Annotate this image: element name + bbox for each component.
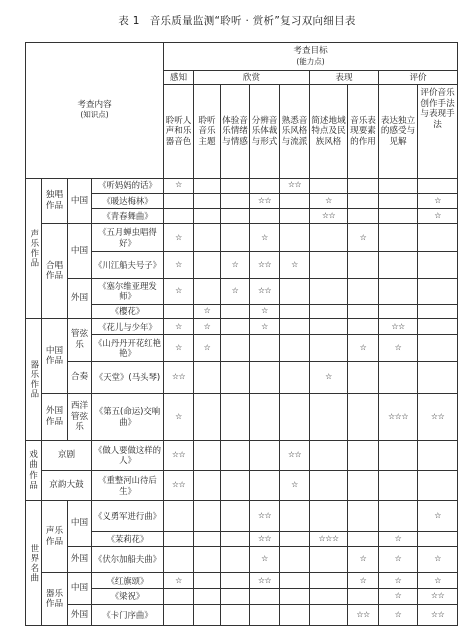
mark-cell — [194, 394, 221, 441]
mark-cell: ☆☆ — [164, 440, 194, 470]
mark-cell — [379, 193, 418, 208]
mark-cell: ☆ — [418, 193, 458, 208]
mark-cell: ☆ — [418, 501, 458, 531]
mark-cell — [418, 278, 458, 304]
col-header-region: 简述地域特点及民族风格 — [310, 85, 348, 178]
col-header-genre: 分辨音乐体裁与形式 — [250, 85, 280, 178]
mark-cell — [348, 319, 379, 335]
region-cell: 外国 — [68, 604, 92, 625]
work-title: 《川江船夫号子》 — [92, 252, 164, 278]
mark-cell: ☆ — [194, 319, 221, 335]
mark-cell — [280, 573, 310, 589]
mark-cell — [310, 278, 348, 304]
work-title: 《花儿与少年》 — [92, 319, 164, 335]
target-sub-label: (能力点) — [296, 56, 325, 66]
mark-cell — [164, 589, 194, 604]
mark-cell — [221, 178, 250, 193]
mark-cell — [348, 531, 379, 546]
mark-cell — [348, 193, 379, 208]
mark-cell — [379, 278, 418, 304]
mark-cell: ☆ — [221, 252, 250, 278]
mark-cell: ☆ — [418, 208, 458, 223]
mark-cell: ☆ — [194, 335, 221, 361]
mark-cell — [280, 361, 310, 393]
col-header-views: 表达独立的感受与见解 — [379, 85, 418, 178]
mark-cell: ☆ — [194, 305, 221, 319]
group-appreciation: 欣赏 — [194, 71, 310, 85]
mark-cell — [348, 305, 379, 319]
work-title: 《暖达梅林》 — [92, 193, 164, 208]
region-cell: 西洋管弦乐 — [68, 394, 92, 441]
mark-cell: ☆ — [418, 546, 458, 572]
mark-cell — [379, 252, 418, 278]
mark-cell — [310, 305, 348, 319]
mark-cell — [310, 335, 348, 361]
mark-cell: ☆ — [348, 335, 379, 361]
mark-cell — [348, 394, 379, 441]
mark-cell — [310, 604, 348, 625]
mark-cell — [164, 531, 194, 546]
region-cell: 管弦乐 — [68, 319, 92, 362]
mark-cell — [310, 573, 348, 589]
mark-cell: ☆ — [348, 573, 379, 589]
mark-cell — [194, 361, 221, 393]
region-cell: 外国 — [68, 278, 92, 318]
mark-cell — [250, 471, 280, 501]
mark-cell — [310, 546, 348, 572]
mark-cell — [194, 589, 221, 604]
col-header-elements: 音乐表现要素的作用 — [348, 85, 379, 178]
subcategory-cell: 外国作品 — [42, 394, 68, 441]
table-caption: 音乐质量监测“聆听 · 赏析”复习双向细目表 — [149, 15, 356, 27]
mark-cell: ☆ — [418, 573, 458, 589]
group-perception: 感知 — [164, 71, 194, 85]
work-title: 《第五(命运)交响曲》 — [92, 394, 164, 441]
mark-cell — [221, 501, 250, 531]
mark-cell — [348, 471, 379, 501]
mark-cell — [280, 604, 310, 625]
mark-cell — [280, 305, 310, 319]
mark-cell — [280, 501, 310, 531]
mark-cell — [194, 178, 221, 193]
mark-cell — [280, 278, 310, 304]
mark-cell — [379, 440, 418, 470]
work-title: 《伏尔加船夫曲》 — [92, 546, 164, 572]
mark-cell — [194, 531, 221, 546]
mark-cell — [221, 471, 250, 501]
mark-cell: ☆ — [164, 319, 194, 335]
mark-cell — [194, 573, 221, 589]
work-title: 《五月蝉虫唱得好》 — [92, 224, 164, 252]
group-evaluation: 评价 — [379, 71, 458, 85]
work-title: 《青春舞曲》 — [92, 208, 164, 223]
mark-cell — [310, 471, 348, 501]
work-title: 《重整河山待后生》 — [92, 471, 164, 501]
col-header-techniques: 评价音乐创作手法与表现手法 — [418, 85, 458, 178]
mark-cell — [310, 440, 348, 470]
mark-cell — [310, 501, 348, 531]
mark-cell: ☆☆ — [418, 394, 458, 441]
mark-cell — [348, 278, 379, 304]
group-expression: 表现 — [310, 71, 379, 85]
subcategory-cell: 中国作品 — [42, 319, 68, 394]
mark-cell — [194, 440, 221, 470]
mark-cell — [221, 440, 250, 470]
mark-cell — [379, 361, 418, 393]
mark-cell — [310, 178, 348, 193]
subcategory-cell: 合唱作品 — [42, 224, 68, 319]
category-cell: 世界名曲 — [26, 501, 42, 626]
mark-cell — [310, 252, 348, 278]
target-header — [164, 43, 458, 71]
mark-cell — [310, 319, 348, 335]
content-label: 考查内容 — [77, 99, 112, 110]
mark-cell: ☆ — [280, 471, 310, 501]
mark-cell: ☆ — [164, 573, 194, 589]
target-label: 考查目标 — [293, 46, 328, 57]
mark-cell — [194, 471, 221, 501]
mark-cell — [221, 531, 250, 546]
col-header-timbre: 聆听人声和乐器音色 — [164, 85, 194, 178]
mark-cell — [194, 252, 221, 278]
mark-cell — [194, 224, 221, 252]
mark-cell — [348, 501, 379, 531]
mark-cell: ☆☆ — [418, 589, 458, 604]
mark-cell — [164, 501, 194, 531]
mark-cell: ☆☆ — [250, 531, 280, 546]
mark-cell: ☆ — [250, 319, 280, 335]
content-header — [26, 43, 164, 179]
mark-cell — [164, 208, 194, 223]
category-cell: 戏曲作品 — [26, 440, 42, 501]
mark-cell: ☆☆ — [164, 471, 194, 501]
mark-cell — [348, 208, 379, 223]
category-cell: 声乐作品 — [26, 178, 42, 319]
subcategory-cell: 京剧 — [42, 440, 92, 470]
mark-cell — [221, 193, 250, 208]
work-title: 《樱花》 — [92, 305, 164, 319]
mark-cell — [250, 335, 280, 361]
syllabus-table — [25, 42, 458, 626]
mark-cell: ☆ — [221, 278, 250, 304]
mark-cell — [418, 361, 458, 393]
work-title: 《塞尔维亚理发师》 — [92, 278, 164, 304]
work-title: 《卡门序曲》 — [92, 604, 164, 625]
mark-cell — [221, 573, 250, 589]
mark-cell: ☆ — [379, 531, 418, 546]
mark-cell — [280, 193, 310, 208]
col-header-theme: 聆听音乐主题 — [194, 85, 221, 178]
mark-cell — [164, 546, 194, 572]
mark-cell — [348, 178, 379, 193]
mark-cell: ☆ — [379, 589, 418, 604]
mark-cell — [194, 546, 221, 572]
mark-cell — [280, 319, 310, 335]
work-title: 《茉莉花》 — [92, 531, 164, 546]
mark-cell: ☆ — [164, 335, 194, 361]
mark-cell — [379, 178, 418, 193]
mark-cell: ☆☆ — [250, 501, 280, 531]
mark-cell — [194, 278, 221, 304]
mark-cell — [348, 589, 379, 604]
mark-cell: ☆ — [348, 546, 379, 572]
region-cell: 中国 — [68, 224, 92, 279]
region-cell: 合奏 — [68, 361, 92, 393]
work-title: 《义勇军进行曲》 — [92, 501, 164, 531]
mark-cell: ☆ — [164, 278, 194, 304]
mark-cell — [418, 305, 458, 319]
mark-cell: ☆ — [379, 335, 418, 361]
table-title — [0, 13, 474, 28]
mark-cell — [194, 193, 221, 208]
mark-cell — [164, 193, 194, 208]
mark-cell — [250, 178, 280, 193]
mark-cell: ☆ — [164, 252, 194, 278]
table-number: 表 1 — [118, 15, 140, 27]
subcategory-cell: 声乐作品 — [42, 501, 68, 573]
col-header-emotion: 体验音乐情绪与情感 — [221, 85, 250, 178]
mark-cell — [418, 440, 458, 470]
work-title: 《红旗颂》 — [92, 573, 164, 589]
mark-cell: ☆☆ — [164, 361, 194, 393]
region-cell: 中国 — [68, 178, 92, 224]
mark-cell: ☆☆ — [250, 278, 280, 304]
mark-cell — [194, 501, 221, 531]
mark-cell — [310, 589, 348, 604]
mark-cell — [348, 252, 379, 278]
mark-cell — [280, 394, 310, 441]
region-cell: 中国 — [68, 573, 92, 604]
mark-cell: ☆ — [164, 224, 194, 252]
mark-cell — [221, 224, 250, 252]
mark-cell — [379, 305, 418, 319]
mark-cell — [418, 319, 458, 335]
mark-cell: ☆ — [250, 224, 280, 252]
mark-cell: ☆☆ — [379, 319, 418, 335]
mark-cell — [280, 335, 310, 361]
mark-cell: ☆ — [250, 305, 280, 319]
mark-cell: ☆☆ — [250, 193, 280, 208]
mark-cell: ☆☆☆ — [310, 531, 348, 546]
mark-cell: ☆ — [164, 178, 194, 193]
mark-cell — [221, 335, 250, 361]
mark-cell — [379, 471, 418, 501]
region-cell: 中国 — [68, 501, 92, 547]
work-title: 《听妈妈的话》 — [92, 178, 164, 193]
mark-cell — [280, 546, 310, 572]
mark-cell: ☆ — [310, 193, 348, 208]
work-title: 《天堂》(马头琴) — [92, 361, 164, 393]
mark-cell — [221, 305, 250, 319]
col-header-style: 熟悉音乐风格与流派 — [280, 85, 310, 178]
mark-cell: ☆ — [348, 224, 379, 252]
mark-cell: ☆ — [379, 604, 418, 625]
mark-cell: ☆ — [280, 252, 310, 278]
mark-cell — [310, 394, 348, 441]
work-title: 《梁祝》 — [92, 589, 164, 604]
mark-cell — [221, 394, 250, 441]
mark-cell — [250, 589, 280, 604]
mark-cell: ☆ — [379, 573, 418, 589]
mark-cell — [164, 604, 194, 625]
mark-cell — [250, 604, 280, 625]
mark-cell: ☆☆ — [280, 178, 310, 193]
mark-cell — [221, 589, 250, 604]
mark-cell — [194, 604, 221, 625]
mark-cell: ☆☆ — [310, 208, 348, 223]
mark-cell — [280, 224, 310, 252]
mark-cell: ☆☆ — [250, 573, 280, 589]
mark-cell — [418, 224, 458, 252]
subcategory-cell: 器乐作品 — [42, 573, 68, 626]
mark-cell — [221, 604, 250, 625]
mark-cell — [418, 531, 458, 546]
mark-cell — [221, 208, 250, 223]
mark-cell: ☆☆ — [348, 604, 379, 625]
subcategory-cell: 独唱作品 — [42, 178, 68, 224]
mark-cell — [379, 208, 418, 223]
mark-cell — [194, 208, 221, 223]
mark-cell — [418, 335, 458, 361]
mark-cell — [250, 208, 280, 223]
mark-cell — [280, 208, 310, 223]
mark-cell: ☆☆ — [418, 604, 458, 625]
work-title: 《做人要做这样的人》 — [92, 440, 164, 470]
mark-cell — [250, 394, 280, 441]
mark-cell: ☆ — [164, 394, 194, 441]
mark-cell — [418, 252, 458, 278]
mark-cell: ☆☆☆ — [379, 394, 418, 441]
mark-cell: ☆☆ — [250, 252, 280, 278]
mark-cell — [250, 440, 280, 470]
category-cell: 器乐作品 — [26, 319, 42, 440]
mark-cell — [221, 546, 250, 572]
mark-cell — [280, 589, 310, 604]
mark-cell — [348, 361, 379, 393]
mark-cell: ☆ — [310, 361, 348, 393]
mark-cell — [418, 471, 458, 501]
mark-cell: ☆☆ — [280, 440, 310, 470]
mark-cell — [418, 178, 458, 193]
mark-cell — [379, 224, 418, 252]
mark-cell — [221, 361, 250, 393]
mark-cell — [280, 531, 310, 546]
mark-cell — [348, 440, 379, 470]
subcategory-cell: 京韵大鼓 — [42, 471, 92, 501]
work-title: 《山丹丹开花红艳艳》 — [92, 335, 164, 361]
mark-cell — [379, 501, 418, 531]
mark-cell — [250, 361, 280, 393]
mark-cell — [164, 305, 194, 319]
mark-cell: ☆ — [379, 546, 418, 572]
mark-cell: ☆ — [250, 546, 280, 572]
content-sub-label: (知识点) — [80, 110, 109, 120]
mark-cell — [221, 319, 250, 335]
region-cell: 外国 — [68, 546, 92, 572]
mark-cell — [310, 224, 348, 252]
